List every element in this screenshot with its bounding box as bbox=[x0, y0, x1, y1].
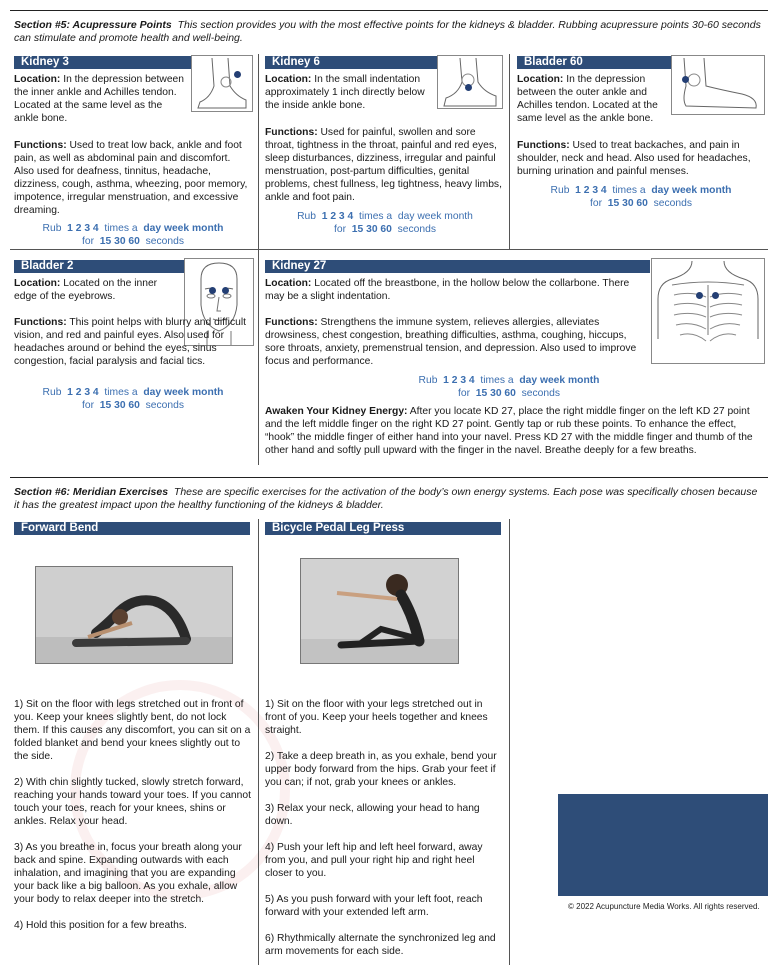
foot-icon bbox=[192, 56, 252, 111]
foot-outer-illustration bbox=[671, 55, 765, 115]
forward-bend-steps bbox=[14, 698, 252, 932]
functions-label: Functions: bbox=[14, 140, 67, 151]
rub-secs: 15 30 60 bbox=[607, 198, 648, 209]
step: 3) As you breathe in, focus your breath along your back and spine. Expanding outwards with each inhalation, and imagining that you are expanding your back like a big balloon. As you exhale, allow your body to relax deeper into the stretch. bbox=[14, 842, 242, 905]
rub-for: for bbox=[458, 388, 471, 399]
rub-seconds: seconds bbox=[521, 388, 560, 399]
functions-label: Functions: bbox=[517, 140, 570, 151]
functions-label: Functions: bbox=[14, 317, 67, 328]
location-label: Location: bbox=[14, 74, 61, 85]
section6-desc: These are specific exercises for the activation of the body’s own energy systems. Each pose was specifically chosen because it has the greatest impact upon the healthy functioning of the kidneys & bladder. bbox=[14, 486, 758, 511]
step: 5) As you push forward with your left foot, reach forward with your extended left arm. bbox=[265, 894, 483, 918]
section5-header bbox=[14, 19, 762, 45]
rub-prefix: Rub bbox=[42, 223, 62, 234]
rub-seconds: seconds bbox=[145, 236, 184, 247]
section6-title: Section #6: Meridian Exercises bbox=[14, 486, 169, 498]
rub-periods: day week month bbox=[397, 211, 473, 222]
foot-icon bbox=[438, 56, 502, 108]
kidney6-location-text: In the small indentation approximately 1 inch directly below the inside ankle bone. bbox=[265, 74, 425, 111]
bladder2-title: Bladder 2 bbox=[14, 260, 184, 273]
kidney27-functions bbox=[265, 316, 648, 368]
step: 2) Take a deep breath in, as you exhale, bend your upper body forward from the hips. Grab your feet if you can; if not, grab your knees or ankles. bbox=[265, 751, 497, 788]
bicycle-steps bbox=[265, 698, 503, 958]
rub-times: times a bbox=[480, 375, 514, 386]
rub-nums: 1 2 3 4 bbox=[67, 387, 99, 398]
divider bbox=[258, 54, 259, 249]
kidney6-rub bbox=[265, 210, 505, 236]
kidney3-title: Kidney 3 bbox=[14, 56, 192, 69]
section6-header bbox=[14, 486, 762, 512]
forward-bend-title: Forward Bend bbox=[14, 522, 250, 535]
step: 6) Rhythmically alternate the synchronized leg and arm movements for each side. bbox=[265, 933, 496, 957]
section5-title: Section #5: Acupressure Points bbox=[14, 19, 172, 31]
kidney3-rub bbox=[14, 222, 252, 248]
kidney3-location bbox=[14, 73, 189, 125]
kidney27-awaken bbox=[265, 405, 759, 457]
kidney27-location bbox=[265, 277, 648, 303]
bicycle-title: Bicycle Pedal Leg Press bbox=[265, 522, 501, 535]
bladder60-functions bbox=[517, 139, 765, 178]
acupoint-dot bbox=[712, 292, 719, 299]
rub-prefix: Rub bbox=[42, 387, 62, 398]
rub-for: for bbox=[82, 236, 95, 247]
brand-box bbox=[558, 794, 768, 896]
bladder60-functions-text: Used to treat backaches, and pain in shoulder, neck and head. Also used for headaches, burning urination and painful menses. bbox=[517, 140, 751, 177]
kidney27-functions-text: Strengthens the immune system, relieves allergies, alleviates drowsiness, chest congestion, breathing difficulties, asthma, coughing, hiccups, sore throats, anxiety, premenstrual tension, and depression. Also used to improve focus and performance. bbox=[265, 317, 637, 367]
step: 2) With chin slightly tucked, slowly stretch forward, reaching your hands toward your toes. If you cannot touch your toes, reach for your knees, shins or ankles. Relax your head. bbox=[14, 777, 251, 827]
bladder2-rub bbox=[14, 386, 252, 412]
bicycle-figure bbox=[301, 559, 458, 663]
divider bbox=[258, 250, 259, 465]
section6-rule bbox=[10, 477, 768, 478]
forward-bend-figure bbox=[36, 567, 232, 663]
step: 1) Sit on the floor with your legs stretched out in front of you. Keep your heels together and knees straight. bbox=[265, 699, 488, 736]
chest-illustration bbox=[651, 258, 765, 364]
acupoint-dot bbox=[682, 76, 689, 83]
kidney27-title: Kidney 27 bbox=[265, 260, 650, 273]
kidney27-location-text: Located off the breastbone, in the hollow below the collarbone. There may be a slight indentation. bbox=[265, 278, 630, 302]
step: 4) Push your left hip and left heel forward, away from you, and pull your right hip and right heel closer to you. bbox=[265, 842, 483, 879]
divider bbox=[509, 54, 510, 249]
bladder60-location-text: In the depression between the outer ankle and Achilles tendon. Located at the same level as the ankle bone. bbox=[517, 74, 658, 124]
awaken-text: After you locate KD 27, place the right middle finger on the left KD 27 point and the left middle finger on the right KD 27 point. Gently tap or rub these points. To enhance the effect, “hook” the middle finger of either hand into your navel. Press KD 27 with the middle finger and thumb of the other hand and softly pull upward with the finger in the navel. Breathe deeply for a few breaths. bbox=[265, 406, 753, 456]
rub-periods: day week month bbox=[143, 387, 224, 398]
rub-nums: 1 2 3 4 bbox=[321, 211, 354, 222]
rub-secs: 15 30 60 bbox=[351, 224, 392, 235]
rub-times: times a bbox=[104, 223, 138, 234]
awaken-label: Awaken Your Kidney Energy: bbox=[265, 406, 408, 417]
rub-nums: 1 2 3 4 bbox=[575, 185, 607, 196]
functions-label: Functions: bbox=[265, 127, 318, 138]
forward-bend-photo bbox=[35, 566, 233, 664]
kidney6-functions-text: Used for painful, swollen and sore throat, tightness in the throat, painful and red eyes, sleep disturbances, dizziness, irregular and painful menstruation, post-partum difficulties, genital problems, chest fullness, leg tightness, heavy limbs, ankle and foot pain. bbox=[265, 127, 502, 203]
step: 1) Sit on the floor with legs stretched out in front of you. Keep your knees slightly bent, do not lock them. If this causes any discomfort, you can sit on a folded blanket and bend your knees slightly out to the side. bbox=[14, 699, 251, 762]
location-label: Location: bbox=[517, 74, 564, 85]
location-label: Location: bbox=[14, 278, 61, 289]
rub-periods: day week month bbox=[519, 375, 600, 386]
rub-times: times a bbox=[612, 185, 646, 196]
foot-inner-illustration bbox=[437, 55, 503, 109]
location-label: Location: bbox=[265, 74, 312, 85]
rub-nums: 1 2 3 4 bbox=[443, 375, 475, 386]
acupoint-dot bbox=[209, 287, 216, 294]
foot-inner-illustration bbox=[191, 55, 253, 112]
rub-periods: day week month bbox=[651, 185, 732, 196]
rub-seconds: seconds bbox=[653, 198, 692, 209]
section5-desc: This section provides you with the most effective points for the kidneys & bladder. Rubbing acupressure points 30-60 seconds can stimulate and promote health and well-being. bbox=[14, 19, 761, 44]
rub-times: times a bbox=[104, 387, 138, 398]
rub-prefix: Rub bbox=[418, 375, 438, 386]
bicycle-photo bbox=[300, 558, 459, 664]
acupoint-dot bbox=[222, 287, 229, 294]
divider bbox=[509, 519, 510, 965]
kidney3-location-text: In the depression between the inner ankle and Achilles tendon. Located at the same level as the ankle bone. bbox=[14, 74, 185, 124]
bladder2-functions bbox=[14, 316, 252, 368]
rub-times: times a bbox=[358, 211, 393, 222]
row-rule bbox=[10, 249, 768, 250]
acupoint-dot bbox=[465, 84, 472, 91]
rub-prefix: Rub bbox=[550, 185, 570, 196]
bladder60-rub bbox=[517, 184, 765, 210]
top-rule bbox=[10, 10, 768, 11]
acupoint-dot bbox=[234, 71, 241, 78]
rub-for: for bbox=[82, 400, 95, 411]
rub-for: for bbox=[590, 198, 603, 209]
rub-periods: day week month bbox=[143, 223, 224, 234]
rub-for: for bbox=[334, 224, 347, 235]
kidney3-functions bbox=[14, 139, 252, 217]
step: 3) Relax your neck, allowing your head to hang down. bbox=[265, 803, 480, 827]
kidney27-rub bbox=[265, 374, 753, 400]
ribcage-icon bbox=[652, 259, 764, 363]
acupoint-dot bbox=[696, 292, 703, 299]
bladder2-location bbox=[14, 277, 182, 303]
rub-secs: 15 30 60 bbox=[99, 400, 140, 411]
rub-secs: 15 30 60 bbox=[99, 236, 140, 247]
copyright: © 2022 Acupuncture Media Works. All rights reserved. bbox=[568, 902, 760, 911]
bladder60-location bbox=[517, 73, 669, 125]
bladder2-location-text: Located on the inner edge of the eyebrows. bbox=[14, 278, 158, 302]
step: 4) Hold this position for a few breaths. bbox=[14, 920, 187, 931]
kidney6-title: Kidney 6 bbox=[265, 56, 438, 69]
rub-seconds: seconds bbox=[397, 224, 436, 235]
kidney3-functions-text: Used to treat low back, ankle and foot pain, as well as abdominal pain and discomfort. Also used for deafness, tinnitus, headache, dizziness, cough, asthma, wheezing, poor memory, impotence, irregular menstruation, and excessive dreaming. bbox=[14, 140, 248, 216]
kidney6-location bbox=[265, 73, 437, 112]
rub-prefix: Rub bbox=[297, 211, 316, 222]
kidney6-functions bbox=[265, 126, 505, 204]
foot-icon bbox=[672, 56, 764, 114]
divider bbox=[258, 519, 259, 965]
bladder2-functions-text: This point helps with blurry and difficult vision, and red and painful eyes. Also used for headaches around or behind the eyes, sinus congestion, facial paralysis and facial tics. bbox=[14, 317, 246, 367]
location-label: Location: bbox=[265, 278, 312, 289]
functions-label: Functions: bbox=[265, 317, 318, 328]
rub-seconds: seconds bbox=[145, 400, 184, 411]
rub-nums: 1 2 3 4 bbox=[67, 223, 99, 234]
rub-secs: 15 30 60 bbox=[475, 388, 516, 399]
bladder60-title: Bladder 60 bbox=[517, 56, 672, 69]
